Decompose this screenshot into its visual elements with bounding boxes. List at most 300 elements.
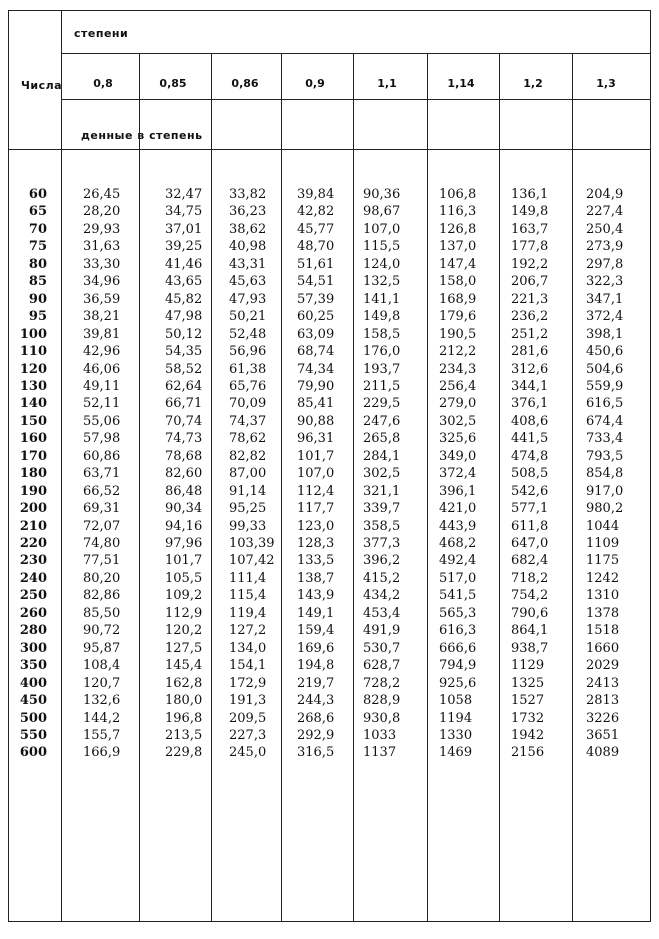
table-row <box>9 222 652 238</box>
table-row <box>9 728 652 744</box>
table-cell: 68,74 <box>297 344 335 360</box>
table-row <box>9 641 652 657</box>
table-cell: 396,1 <box>439 483 477 499</box>
table-cell: 52,11 <box>83 396 121 412</box>
table-cell: 97,96 <box>165 536 203 551</box>
row-number: 300 <box>19 640 47 656</box>
table-cell: 80,20 <box>83 570 121 586</box>
table-row <box>9 658 652 674</box>
table-cell: 74,73 <box>165 431 203 447</box>
column-header: 1,3 <box>596 77 616 90</box>
table-cell: 1044 <box>586 518 620 534</box>
table-row <box>9 484 652 500</box>
table-cell: 256,4 <box>439 378 477 394</box>
table-cell: 250,4 <box>586 221 624 237</box>
row-number: 550 <box>19 727 47 743</box>
row-number: 65 <box>28 204 47 220</box>
table-cell: 980,2 <box>586 501 624 517</box>
table-cell: 206,7 <box>511 274 549 290</box>
table-cell: 227,3 <box>229 727 267 743</box>
table-cell: 115,5 <box>363 239 401 255</box>
table-cell: 1194 <box>439 710 473 726</box>
table-cell: 112,9 <box>165 605 203 621</box>
table-cell: 616,3 <box>439 623 477 639</box>
table-cell: 117,7 <box>297 501 335 517</box>
table-cell: 268,6 <box>297 710 335 726</box>
rule-below-column-heads <box>61 99 651 100</box>
table-cell: 99,33 <box>229 518 267 534</box>
table-cell: 542,6 <box>511 483 549 499</box>
table-row <box>9 745 652 761</box>
row-number: 210 <box>19 518 47 534</box>
table-cell: 194,8 <box>297 658 335 674</box>
table-cell: 236,2 <box>511 309 549 325</box>
table-cell: 90,34 <box>165 501 203 517</box>
table-cell: 372,4 <box>586 309 624 325</box>
row-number: 85 <box>28 274 47 290</box>
table-cell: 78,68 <box>165 448 203 464</box>
table-cell: 190,5 <box>439 326 477 342</box>
table-cell: 62,64 <box>165 378 203 394</box>
table-row <box>9 606 652 622</box>
table-cell: 123,0 <box>297 518 335 534</box>
table-cell: 172,9 <box>229 675 267 691</box>
table-cell: 1325 <box>511 675 545 691</box>
table-cell: 1732 <box>511 710 545 726</box>
column-header: 0,86 <box>231 77 259 90</box>
table-cell: 116,3 <box>439 204 477 220</box>
table-cell: 316,5 <box>297 745 335 761</box>
table-cell: 302,5 <box>363 466 401 482</box>
table-cell: 41,46 <box>165 256 203 272</box>
table-cell: 349,0 <box>439 448 477 464</box>
table-cell: 42,96 <box>83 344 121 360</box>
row-number: 500 <box>19 710 47 726</box>
table-cell: 158,5 <box>363 326 401 342</box>
table-cell: 508,5 <box>511 466 549 482</box>
table-cell: 284,1 <box>363 448 401 464</box>
table-cell: 63,09 <box>297 326 335 342</box>
table-cell: 3651 <box>586 727 620 743</box>
table-row <box>9 519 652 535</box>
table-cell: 149,1 <box>297 605 335 621</box>
table-cell: 149,8 <box>363 309 401 325</box>
table-cell: 60,86 <box>83 448 121 464</box>
rule-top-header <box>61 53 651 54</box>
table-cell: 50,21 <box>229 309 267 325</box>
table-cell: 312,6 <box>511 361 549 377</box>
table-cell: 77,51 <box>83 553 121 569</box>
column-header: 0,85 <box>159 77 187 90</box>
table-cell: 74,37 <box>229 413 267 429</box>
table-cell: 434,2 <box>363 588 401 604</box>
table-cell: 34,96 <box>83 274 121 290</box>
row-number: 110 <box>19 344 47 360</box>
table-cell: 754,2 <box>511 588 549 604</box>
table-cell: 718,2 <box>511 570 549 586</box>
table-cell: 66,71 <box>165 396 203 412</box>
table-cell: 492,4 <box>439 553 477 569</box>
table-cell: 491,9 <box>363 623 401 639</box>
table-cell: 577,1 <box>511 501 549 517</box>
table-cell: 47,93 <box>229 291 267 307</box>
table-cell: 221,3 <box>511 291 549 307</box>
table-cell: 120,2 <box>165 623 203 639</box>
table-cell: 1518 <box>586 623 620 639</box>
table-cell: 628,7 <box>363 658 401 674</box>
table-cell: 616,5 <box>586 396 624 412</box>
table-cell: 32,47 <box>165 187 203 202</box>
table-cell: 79,90 <box>297 378 335 394</box>
table-cell: 109,2 <box>165 588 203 604</box>
rule-below-header <box>9 149 650 150</box>
column-header: 1,2 <box>523 77 543 90</box>
table-cell: 925,6 <box>439 675 477 691</box>
table-cell: 229,5 <box>363 396 401 412</box>
table-cell: 2413 <box>586 675 620 691</box>
row-number: 170 <box>19 448 47 464</box>
table-cell: 137,0 <box>439 239 477 255</box>
table-cell: 126,8 <box>439 221 477 237</box>
table-cell: 101,7 <box>165 553 203 569</box>
table-cell: 828,9 <box>363 693 401 709</box>
table-cell: 159,4 <box>297 623 335 639</box>
table-row <box>9 257 652 273</box>
table-cell: 169,6 <box>297 640 335 656</box>
table-row <box>9 187 652 203</box>
table-row <box>9 449 652 465</box>
table-cell: 98,67 <box>363 204 401 220</box>
table-cell: 322,3 <box>586 274 624 290</box>
table-cell: 90,88 <box>297 413 335 429</box>
table-cell: 52,48 <box>229 326 267 342</box>
table-cell: 40,98 <box>229 239 267 255</box>
table-cell: 163,7 <box>511 221 549 237</box>
table-cell: 504,6 <box>586 361 624 377</box>
table-cell: 441,5 <box>511 431 549 447</box>
table-cell: 33,82 <box>229 187 267 202</box>
table-cell: 55,06 <box>83 413 121 429</box>
row-number: 200 <box>19 501 47 517</box>
table-row <box>9 362 652 378</box>
table-cell: 28,20 <box>83 204 121 220</box>
table-cell: 154,1 <box>229 658 267 674</box>
table-cell: 82,82 <box>229 448 267 464</box>
table-cell: 107,0 <box>363 221 401 237</box>
table-cell: 31,63 <box>83 239 121 255</box>
table-cell: 61,38 <box>229 361 267 377</box>
table-cell: 396,2 <box>363 553 401 569</box>
table-cell: 541,5 <box>439 588 477 604</box>
table-cell: 1310 <box>586 588 620 604</box>
table-cell: 358,5 <box>363 518 401 534</box>
table-row <box>9 414 652 430</box>
table-cell: 70,09 <box>229 396 267 412</box>
table-cell: 1175 <box>586 553 620 569</box>
table-cell: 450,6 <box>586 344 624 360</box>
row-number: 100 <box>19 326 47 342</box>
table-cell: 155,7 <box>83 727 121 743</box>
table-cell: 69,31 <box>83 501 121 517</box>
table-cell: 565,3 <box>439 605 477 621</box>
table-cell: 938,7 <box>511 640 549 656</box>
table-cell: 728,2 <box>363 675 401 691</box>
table-cell: 647,0 <box>511 536 549 551</box>
table-cell: 682,4 <box>511 553 549 569</box>
table-cell: 45,82 <box>165 291 203 307</box>
table-row <box>9 292 652 308</box>
table-cell: 70,74 <box>165 413 203 429</box>
table-row <box>9 623 652 639</box>
table-cell: 143,9 <box>297 588 335 604</box>
table-row <box>9 466 652 482</box>
table-cell: 212,2 <box>439 344 477 360</box>
table-cell: 124,0 <box>363 256 401 272</box>
table-cell: 39,81 <box>83 326 121 342</box>
table-cell: 204,9 <box>586 187 624 202</box>
table-cell: 180,0 <box>165 693 203 709</box>
table-cell: 90,36 <box>363 187 401 202</box>
table-cell: 227,4 <box>586 204 624 220</box>
row-number: 95 <box>28 309 47 325</box>
table-cell: 127,2 <box>229 623 267 639</box>
table-cell: 793,5 <box>586 448 624 464</box>
row-number: 120 <box>19 361 47 377</box>
table-cell: 229,8 <box>165 745 203 761</box>
table-cell: 87,00 <box>229 466 267 482</box>
table-cell: 265,8 <box>363 431 401 447</box>
table-cell: 45,63 <box>229 274 267 290</box>
table-cell: 247,6 <box>363 413 401 429</box>
table-cell: 292,9 <box>297 727 335 743</box>
table-row <box>9 431 652 447</box>
table-cell: 54,35 <box>165 344 203 360</box>
table-cell: 344,1 <box>511 378 549 394</box>
table-cell: 347,1 <box>586 291 624 307</box>
table-cell: 36,59 <box>83 291 121 307</box>
table-cell: 107,0 <box>297 466 335 482</box>
table-cell: 132,6 <box>83 693 121 709</box>
table-cell: 105,5 <box>165 570 203 586</box>
table-cell: 115,4 <box>229 588 267 604</box>
table-cell: 90,72 <box>83 623 121 639</box>
table-cell: 162,8 <box>165 675 203 691</box>
table-cell: 733,4 <box>586 431 624 447</box>
table-cell: 408,6 <box>511 413 549 429</box>
table-cell: 51,61 <box>297 256 335 272</box>
table-cell: 42,82 <box>297 204 335 220</box>
table-cell: 1109 <box>586 536 620 551</box>
table-cell: 1469 <box>439 745 473 761</box>
table-cell: 377,3 <box>363 536 401 551</box>
table-cell: 279,0 <box>439 396 477 412</box>
row-number: 280 <box>19 623 47 639</box>
row-number: 450 <box>19 693 47 709</box>
table-cell: 147,4 <box>439 256 477 272</box>
table-cell: 133,5 <box>297 553 335 569</box>
table-cell: 85,41 <box>297 396 335 412</box>
table-cell: 111,4 <box>229 570 267 586</box>
row-number: 600 <box>19 745 47 761</box>
table-cell: 176,0 <box>363 344 401 360</box>
table-cell: 112,4 <box>297 483 335 499</box>
table-row <box>9 536 652 552</box>
table-cell: 794,9 <box>439 658 477 674</box>
table-cell: 106,8 <box>439 187 477 202</box>
table-cell: 72,07 <box>83 518 121 534</box>
table-cell: 244,3 <box>297 693 335 709</box>
table-row <box>9 571 652 587</box>
table-row <box>9 553 652 569</box>
table-cell: 26,45 <box>83 187 121 202</box>
table-cell: 101,7 <box>297 448 335 464</box>
table-cell: 191,3 <box>229 693 267 709</box>
table-cell: 57,39 <box>297 291 335 307</box>
table-row <box>9 309 652 325</box>
row-number: 220 <box>19 536 47 551</box>
table-cell: 95,87 <box>83 640 121 656</box>
table-cell: 33,30 <box>83 256 121 272</box>
table-cell: 2029 <box>586 658 620 674</box>
table-cell: 34,75 <box>165 204 203 220</box>
table-cell: 91,14 <box>229 483 267 499</box>
table-cell: 281,6 <box>511 344 549 360</box>
table-row <box>9 711 652 727</box>
table-cell: 1330 <box>439 727 473 743</box>
table-cell: 930,8 <box>363 710 401 726</box>
table-cell: 60,25 <box>297 309 335 325</box>
table-row <box>9 588 652 604</box>
row-number: 230 <box>19 553 47 569</box>
table-cell: 74,80 <box>83 536 121 551</box>
table-cell: 2156 <box>511 745 545 761</box>
table-cell: 119,4 <box>229 605 267 621</box>
table-cell: 145,4 <box>165 658 203 674</box>
table-cell: 443,9 <box>439 518 477 534</box>
table-cell: 790,6 <box>511 605 549 621</box>
table-cell: 674,4 <box>586 413 624 429</box>
table-cell: 273,9 <box>586 239 624 255</box>
table-cell: 85,50 <box>83 605 121 621</box>
table-cell: 2813 <box>586 693 620 709</box>
table-cell: 559,9 <box>586 378 624 394</box>
table-cell: 474,8 <box>511 448 549 464</box>
column-header: 0,9 <box>305 77 325 90</box>
table-cell: 46,06 <box>83 361 121 377</box>
table-cell: 74,34 <box>297 361 335 377</box>
table-cell: 37,01 <box>165 221 203 237</box>
row-number: 90 <box>28 291 47 307</box>
table-cell: 57,98 <box>83 431 121 447</box>
table-cell: 36,23 <box>229 204 267 220</box>
row-number: 150 <box>19 413 47 429</box>
table-cell: 325,6 <box>439 431 477 447</box>
column-header: 0,8 <box>93 77 113 90</box>
table-cell: 134,0 <box>229 640 267 656</box>
table-cell: 78,62 <box>229 431 267 447</box>
table-cell: 138,7 <box>297 570 335 586</box>
table-cell: 302,5 <box>439 413 477 429</box>
row-number: 260 <box>19 605 47 621</box>
table-cell: 48,70 <box>297 239 335 255</box>
row-number: 70 <box>28 221 47 237</box>
row-number: 240 <box>19 570 47 586</box>
table-cell: 211,5 <box>363 378 401 394</box>
table-cell: 43,65 <box>165 274 203 290</box>
table-cell: 219,7 <box>297 675 335 691</box>
table-cell: 49,11 <box>83 378 121 394</box>
row-number: 250 <box>19 588 47 604</box>
column-header: 1,14 <box>447 77 475 90</box>
table-cell: 1378 <box>586 605 620 621</box>
row-number: 180 <box>19 466 47 482</box>
table-cell: 196,8 <box>165 710 203 726</box>
table-row <box>9 676 652 692</box>
table-cell: 376,1 <box>511 396 549 412</box>
table-cell: 128,3 <box>297 536 335 551</box>
table-cell: 54,51 <box>297 274 335 290</box>
table-cell: 297,8 <box>586 256 624 272</box>
table-cell: 136,1 <box>511 187 549 202</box>
table-cell: 38,21 <box>83 309 121 325</box>
table-cell: 63,71 <box>83 466 121 482</box>
table-cell: 1129 <box>511 658 545 674</box>
table-row <box>9 204 652 220</box>
table-cell: 4089 <box>586 745 620 761</box>
row-number: 190 <box>19 483 47 499</box>
table-cell: 193,7 <box>363 361 401 377</box>
table-cell: 398,1 <box>586 326 624 342</box>
table-cell: 95,25 <box>229 501 267 517</box>
table-cell: 179,6 <box>439 309 477 325</box>
table-cell: 3226 <box>586 710 620 726</box>
table-cell: 166,9 <box>83 745 121 761</box>
table-cell: 468,2 <box>439 536 477 551</box>
table-cell: 245,0 <box>229 745 267 761</box>
table-cell: 158,0 <box>439 274 477 290</box>
table-cell: 1137 <box>363 745 397 761</box>
table-cell: 96,31 <box>297 431 335 447</box>
table-row <box>9 239 652 255</box>
row-number: 130 <box>19 378 47 394</box>
table-cell: 94,16 <box>165 518 203 534</box>
table-cell: 43,31 <box>229 256 267 272</box>
table-cell: 209,5 <box>229 710 267 726</box>
table-cell: 666,6 <box>439 640 477 656</box>
table-cell: 1660 <box>586 640 620 656</box>
table-cell: 339,7 <box>363 501 401 517</box>
table-cell: 38,62 <box>229 221 267 237</box>
table-cell: 86,48 <box>165 483 203 499</box>
table-row <box>9 501 652 517</box>
table-cell: 39,84 <box>297 187 335 202</box>
table-cell: 415,2 <box>363 570 401 586</box>
table-cell: 50,12 <box>165 326 203 342</box>
table-cell: 917,0 <box>586 483 624 499</box>
table-frame <box>8 10 651 922</box>
table-row <box>9 327 652 343</box>
table-cell: 82,60 <box>165 466 203 482</box>
table-cell: 453,4 <box>363 605 401 621</box>
table-cell: 177,8 <box>511 239 549 255</box>
table-cell: 108,4 <box>83 658 121 674</box>
row-number: 60 <box>28 187 47 202</box>
table-cell: 120,7 <box>83 675 121 691</box>
table-cell: 39,25 <box>165 239 203 255</box>
table-cell: 107,42 <box>229 553 275 569</box>
table-cell: 1942 <box>511 727 545 743</box>
table-cell: 321,1 <box>363 483 401 499</box>
